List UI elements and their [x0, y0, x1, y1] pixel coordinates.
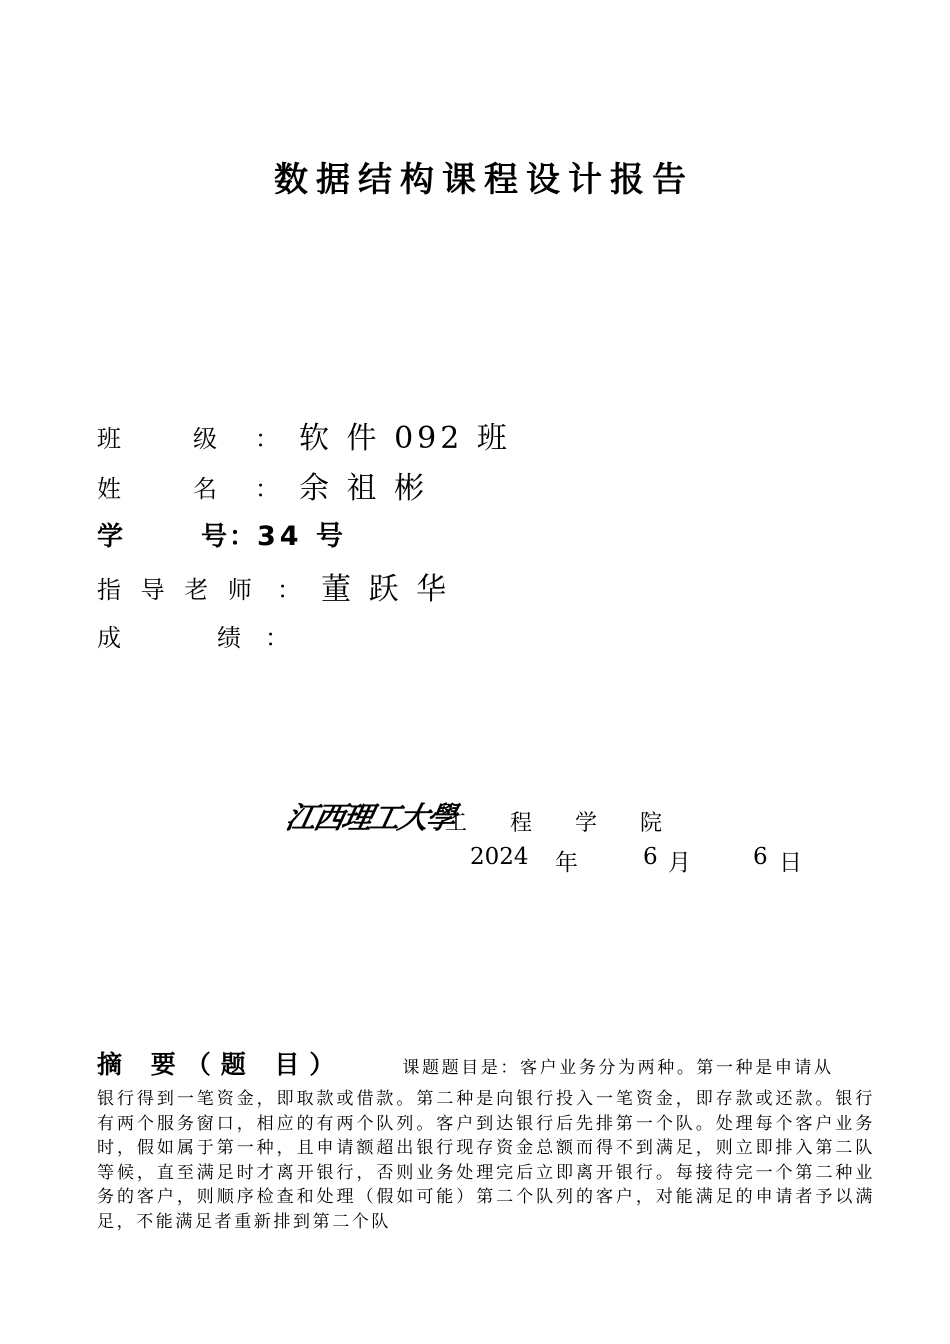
- college-name: 工 程 学 院: [445, 811, 680, 836]
- page-title: 数据结构课程设计报告: [274, 160, 694, 200]
- university-logo: 江西理工大學: [282, 801, 458, 836]
- grade-colon: ：: [265, 624, 289, 652]
- student-id-value: 34 号: [257, 521, 347, 552]
- name-colon: ：: [255, 475, 279, 503]
- name-value: 余 祖 彬: [299, 471, 429, 506]
- abstract-heading: 摘 要（题 目）: [97, 1050, 345, 1079]
- date-month: 6: [643, 844, 658, 870]
- class-label: 班 级: [97, 425, 217, 453]
- abstract-section: [97, 1045, 875, 1234]
- advisor-label: 指 导 老 师: [97, 576, 258, 604]
- advisor-value: 董 跃 华: [321, 572, 451, 607]
- date-year-unit: 年: [555, 850, 578, 876]
- date-day-unit: 日: [779, 850, 802, 876]
- date-year: 2024: [470, 844, 529, 870]
- advisor-colon: ：: [277, 576, 301, 604]
- abstract-first-line: [97, 1045, 875, 1081]
- student-id-colon: ：: [229, 522, 256, 552]
- grade-label: 成 绩: [97, 624, 241, 652]
- class-colon: ：: [255, 425, 279, 453]
- abstract-body: 银行得到一笔资金，即取款或借款。第二种是向银行投入一笔资金，即存款或还款。银行有两个服务窗口，相应的有两个队列。客户到达银行后先排第一个队。处理每个客户业务时，假如属于第一种，且申请额超出银行现存资金总额而得不到满足，则立即排入第二队等候，直至满足时才离开银行，否则业务处理完后立即离开银行。每接待完一个第二种业务的客户，则顺序检查和处理（假如可能）第二个队列的客户，对能满足的申请者予以满足，不能满足者重新排到第二个队: [97, 1089, 875, 1232]
- date-day: 6: [753, 844, 768, 870]
- class-value: 软 件 092 班: [299, 421, 511, 456]
- abstract-first-text: 课题题目是：客户业务分为两种。第一种是申请从: [402, 1058, 834, 1078]
- student-id-label: 学 号: [97, 522, 228, 552]
- name-label: 姓 名: [97, 475, 217, 503]
- date-month-unit: 月: [668, 850, 691, 876]
